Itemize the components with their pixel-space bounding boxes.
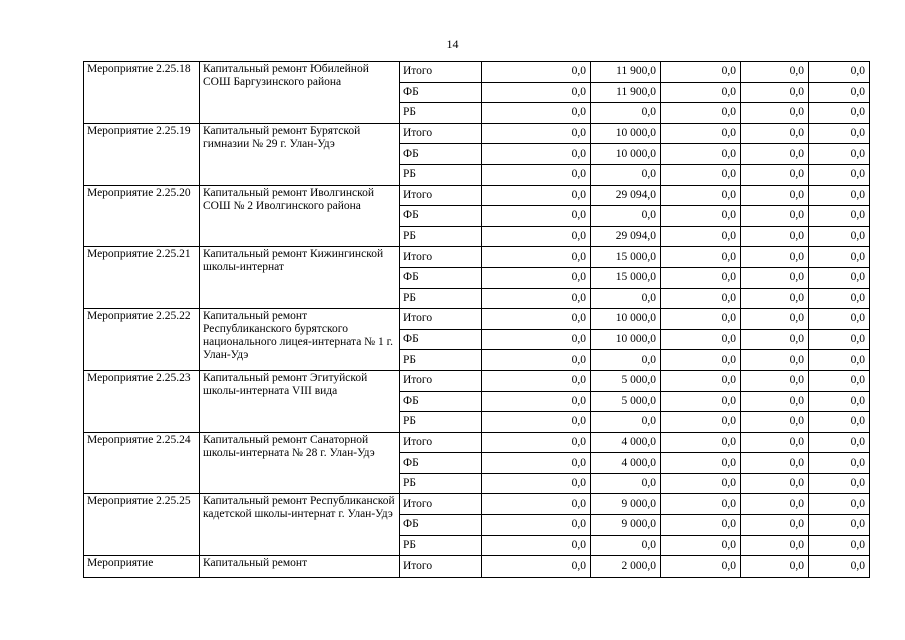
funding-source-cell: ФБ [400, 453, 482, 474]
funding-source-cell: Итого [400, 370, 482, 391]
amount-cell: 0,0 [482, 350, 591, 371]
amount-cell: 0,0 [809, 515, 870, 536]
amount-cell: 0,0 [482, 309, 591, 330]
amount-cell: 0,0 [809, 62, 870, 83]
amount-cell: 0,0 [741, 329, 809, 350]
amount-cell: 0,0 [741, 185, 809, 206]
amount-cell: 0,0 [809, 247, 870, 268]
event-name-cell: Капитальный ремонт Кижингинской школы-интернат [200, 247, 400, 309]
event-name-cell: Капитальный ремонт Республиканского бурятского национального лицея-интерната № 1 г. Улан-Удэ [200, 309, 400, 371]
amount-cell: 0,0 [591, 103, 661, 124]
funding-source-cell: РБ [400, 164, 482, 185]
amount-cell: 0,0 [741, 288, 809, 309]
amount-cell: 29 094,0 [591, 185, 661, 206]
funding-source-cell: РБ [400, 103, 482, 124]
amount-cell: 0,0 [809, 267, 870, 288]
amount-cell: 5 000,0 [591, 370, 661, 391]
amount-cell: 0,0 [809, 494, 870, 515]
amount-cell: 0,0 [661, 247, 741, 268]
table-row [84, 556, 870, 578]
amount-cell: 0,0 [741, 226, 809, 247]
event-name-cell: Капитальный ремонт Эгитуйской школы-интерната VIII вида [200, 370, 400, 432]
table-row [84, 185, 870, 206]
amount-cell: 0,0 [809, 535, 870, 556]
event-code-cell: Мероприятие 2.25.21 [84, 247, 200, 309]
amount-cell: 0,0 [809, 556, 870, 578]
amount-cell: 0,0 [741, 432, 809, 453]
amount-cell: 4 000,0 [591, 453, 661, 474]
amount-cell: 0,0 [741, 144, 809, 165]
funding-source-cell: Итого [400, 556, 482, 578]
amount-cell: 29 094,0 [591, 226, 661, 247]
amount-cell: 0,0 [661, 288, 741, 309]
amount-cell: 0,0 [741, 515, 809, 536]
event-name-cell: Капитальный ремонт Бурятской гимназии № 29 г. Улан-Удэ [200, 123, 400, 185]
funding-table [83, 61, 870, 578]
amount-cell: 0,0 [809, 144, 870, 165]
amount-cell: 0,0 [591, 164, 661, 185]
amount-cell: 0,0 [809, 473, 870, 494]
table-row [84, 494, 870, 515]
amount-cell: 0,0 [741, 103, 809, 124]
amount-cell: 11 900,0 [591, 62, 661, 83]
funding-source-cell: ФБ [400, 82, 482, 103]
amount-cell: 15 000,0 [591, 267, 661, 288]
funding-source-cell: РБ [400, 473, 482, 494]
amount-cell: 0,0 [741, 206, 809, 227]
amount-cell: 10 000,0 [591, 309, 661, 330]
funding-source-cell: Итого [400, 494, 482, 515]
funding-source-cell: РБ [400, 226, 482, 247]
amount-cell: 0,0 [661, 82, 741, 103]
amount-cell: 0,0 [741, 164, 809, 185]
funding-source-cell: Итого [400, 309, 482, 330]
amount-cell: 0,0 [482, 103, 591, 124]
amount-cell: 0,0 [482, 370, 591, 391]
amount-cell: 0,0 [661, 309, 741, 330]
amount-cell: 0,0 [809, 82, 870, 103]
amount-cell: 0,0 [482, 515, 591, 536]
amount-cell: 0,0 [809, 309, 870, 330]
funding-source-cell: Итого [400, 123, 482, 144]
event-name-cell: Капитальный ремонт Юбилейной СОШ Баргузинского района [200, 62, 400, 124]
amount-cell: 0,0 [661, 206, 741, 227]
amount-cell: 0,0 [591, 288, 661, 309]
amount-cell: 0,0 [809, 329, 870, 350]
amount-cell: 0,0 [482, 123, 591, 144]
amount-cell: 10 000,0 [591, 123, 661, 144]
amount-cell: 9 000,0 [591, 515, 661, 536]
table-row [84, 432, 870, 453]
amount-cell: 0,0 [809, 164, 870, 185]
amount-cell: 10 000,0 [591, 329, 661, 350]
amount-cell: 0,0 [741, 391, 809, 412]
amount-cell: 0,0 [591, 206, 661, 227]
funding-source-cell: РБ [400, 288, 482, 309]
event-name-cell: Капитальный ремонт Республиканской кадетской школы-интернат г. Улан-Удэ [200, 494, 400, 556]
event-name-cell: Капитальный ремонт Иволгинской СОШ № 2 Иволгинского района [200, 185, 400, 247]
amount-cell: 0,0 [809, 412, 870, 433]
table-row [84, 123, 870, 144]
amount-cell: 2 000,0 [591, 556, 661, 578]
amount-cell: 0,0 [591, 535, 661, 556]
amount-cell: 0,0 [482, 473, 591, 494]
amount-cell: 0,0 [482, 206, 591, 227]
funding-source-cell: ФБ [400, 267, 482, 288]
amount-cell: 0,0 [741, 412, 809, 433]
amount-cell: 4 000,0 [591, 432, 661, 453]
amount-cell: 0,0 [482, 556, 591, 578]
amount-cell: 0,0 [482, 62, 591, 83]
amount-cell: 0,0 [809, 123, 870, 144]
amount-cell: 0,0 [661, 453, 741, 474]
funding-source-cell: Итого [400, 62, 482, 83]
amount-cell: 0,0 [661, 412, 741, 433]
table-row [84, 62, 870, 83]
amount-cell: 15 000,0 [591, 247, 661, 268]
amount-cell: 0,0 [661, 494, 741, 515]
amount-cell: 0,0 [741, 62, 809, 83]
amount-cell: 0,0 [482, 144, 591, 165]
amount-cell: 0,0 [741, 453, 809, 474]
amount-cell: 0,0 [741, 267, 809, 288]
amount-cell: 0,0 [591, 412, 661, 433]
amount-cell: 0,0 [661, 535, 741, 556]
funding-source-cell: Итого [400, 247, 482, 268]
amount-cell: 0,0 [482, 494, 591, 515]
amount-cell: 0,0 [809, 103, 870, 124]
event-code-cell: Мероприятие 2.25.20 [84, 185, 200, 247]
amount-cell: 9 000,0 [591, 494, 661, 515]
funding-source-cell: Итого [400, 432, 482, 453]
amount-cell: 0,0 [661, 432, 741, 453]
amount-cell: 0,0 [482, 247, 591, 268]
amount-cell: 5 000,0 [591, 391, 661, 412]
funding-source-cell: РБ [400, 350, 482, 371]
table-row [84, 309, 870, 330]
table-row [84, 370, 870, 391]
event-code-cell: Мероприятие 2.25.22 [84, 309, 200, 371]
page-number: 14 [446, 37, 459, 51]
amount-cell: 0,0 [809, 432, 870, 453]
amount-cell: 11 900,0 [591, 82, 661, 103]
event-code-cell: Мероприятие 2.25.18 [84, 62, 200, 124]
amount-cell: 0,0 [482, 164, 591, 185]
funding-source-cell: ФБ [400, 144, 482, 165]
table-row [84, 247, 870, 268]
funding-source-cell: ФБ [400, 391, 482, 412]
event-code-cell: Мероприятие 2.25.19 [84, 123, 200, 185]
amount-cell: 0,0 [809, 185, 870, 206]
amount-cell: 0,0 [482, 226, 591, 247]
amount-cell: 0,0 [809, 288, 870, 309]
amount-cell: 0,0 [482, 535, 591, 556]
amount-cell: 0,0 [482, 453, 591, 474]
amount-cell: 0,0 [661, 515, 741, 536]
amount-cell: 0,0 [661, 329, 741, 350]
amount-cell: 0,0 [809, 453, 870, 474]
amount-cell: 0,0 [741, 556, 809, 578]
amount-cell: 0,0 [661, 473, 741, 494]
amount-cell: 0,0 [661, 164, 741, 185]
funding-source-cell: ФБ [400, 515, 482, 536]
funding-source-cell: РБ [400, 535, 482, 556]
amount-cell: 0,0 [661, 267, 741, 288]
amount-cell: 0,0 [741, 309, 809, 330]
amount-cell: 0,0 [809, 226, 870, 247]
event-name-cell: Капитальный ремонт Санаторной школы-интерната № 28 г. Улан-Удэ [200, 432, 400, 494]
amount-cell: 0,0 [661, 62, 741, 83]
amount-cell: 0,0 [482, 185, 591, 206]
event-code-cell: Мероприятие [84, 556, 200, 578]
event-code-cell: Мероприятие 2.25.23 [84, 370, 200, 432]
amount-cell: 0,0 [661, 350, 741, 371]
amount-cell: 0,0 [591, 350, 661, 371]
amount-cell: 0,0 [661, 226, 741, 247]
amount-cell: 0,0 [482, 412, 591, 433]
amount-cell: 0,0 [809, 391, 870, 412]
amount-cell: 0,0 [661, 144, 741, 165]
amount-cell: 0,0 [661, 370, 741, 391]
event-name-cell: Капитальный ремонт [200, 556, 400, 578]
amount-cell: 0,0 [741, 247, 809, 268]
amount-cell: 0,0 [661, 123, 741, 144]
amount-cell: 0,0 [661, 185, 741, 206]
amount-cell: 0,0 [741, 494, 809, 515]
amount-cell: 0,0 [741, 535, 809, 556]
amount-cell: 0,0 [591, 473, 661, 494]
amount-cell: 0,0 [661, 391, 741, 412]
amount-cell: 0,0 [661, 556, 741, 578]
funding-source-cell: Итого [400, 185, 482, 206]
amount-cell: 0,0 [482, 432, 591, 453]
amount-cell: 0,0 [741, 473, 809, 494]
amount-cell: 0,0 [741, 123, 809, 144]
table-body [84, 62, 870, 578]
amount-cell: 10 000,0 [591, 144, 661, 165]
amount-cell: 0,0 [741, 350, 809, 371]
amount-cell: 0,0 [661, 103, 741, 124]
amount-cell: 0,0 [809, 206, 870, 227]
amount-cell: 0,0 [741, 82, 809, 103]
funding-source-cell: ФБ [400, 206, 482, 227]
funding-source-cell: РБ [400, 412, 482, 433]
amount-cell: 0,0 [809, 370, 870, 391]
amount-cell: 0,0 [741, 370, 809, 391]
event-code-cell: Мероприятие 2.25.24 [84, 432, 200, 494]
amount-cell: 0,0 [482, 329, 591, 350]
amount-cell: 0,0 [482, 391, 591, 412]
amount-cell: 0,0 [809, 350, 870, 371]
amount-cell: 0,0 [482, 267, 591, 288]
funding-source-cell: ФБ [400, 329, 482, 350]
amount-cell: 0,0 [482, 82, 591, 103]
amount-cell: 0,0 [482, 288, 591, 309]
event-code-cell: Мероприятие 2.25.25 [84, 494, 200, 556]
